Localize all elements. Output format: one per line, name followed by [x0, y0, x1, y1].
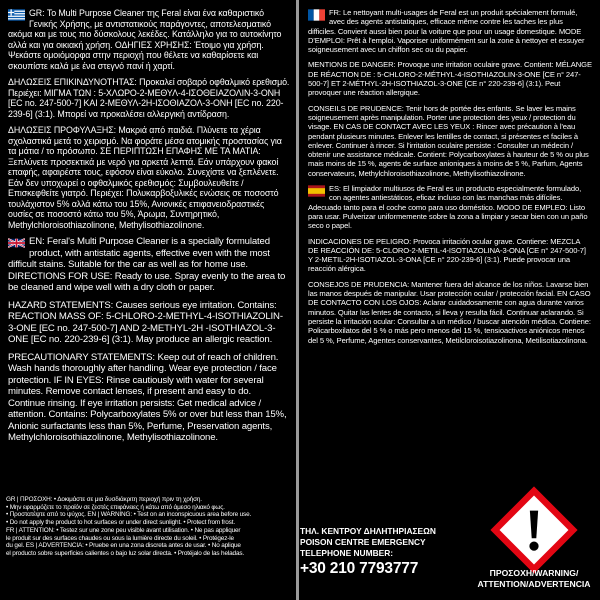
- signal-word: [470, 568, 598, 589]
- ghs-exclamation-icon: [488, 484, 580, 576]
- en-intro-text: EN: Feral's Multi Purpose Cleaner is a specially formulated product, with antistatic agents, effective even with the most difficult stains. Suitable for the car as well as for home use. DIRECTIONS FOR USE: Ready to use. Spray evenly to the area to be cleaned and wipe well with a dry cloth or paper.: [8, 236, 286, 293]
- warning-line: FR | ATTENTION: • Testez sur une zone peu visible avant utilisation. • Ne pas appliquer: [6, 526, 241, 534]
- signal-word-line-2: ATTENTION/ADVERTENCIA: [477, 578, 591, 589]
- es-section: [308, 184, 592, 230]
- poison-centre-phone: +30 210 7793777: [300, 560, 419, 577]
- en-section: [8, 236, 290, 294]
- fr-hazard-text: MENTIONS DE DANGER: Provoque une irritation oculaire grave. Contient: MÉLANGE DE RÉACTION DE : 5-CHLORO-2-MÉTHYL-4-ISOTHIAZOLIN-3-ONE [CE n° 247-500-7] ET 2-MÉTHYL-2H-ISOTHIAZOL-3-ONE [CE n° 220-239-6] (3:1). Peut provoquer une réaction allergique.: [308, 60, 592, 98]
- bottom-strip: [0, 492, 600, 600]
- french-flag-icon: [308, 9, 325, 21]
- left-column: [0, 0, 296, 490]
- en-precaution-text: PRECAUTIONARY STATEMENTS: Keep out of reach of children. Wash hands thoroughly after handling. Wear eye protection / face protection. IF IN EYES: Rinse cautiously with water for several minutes. Remove contact lenses, if present and easy to do. Continue rinsing. If eye irritation persists: Get medical advice / attention. Contains: Polycarboxylates 5% or over but less than 15%, Anionic surfactants less than 5%, Perfume, Preservation agents, Methylchloroisothiazolinone, Methylisothiazolinone.: [8, 351, 287, 443]
- warning-line: el producto sobre superficies calientes o bajo luz solar directa. • Protéjalo de las heladas.: [6, 549, 245, 557]
- poison-centre-gr: ΤΗΛ. ΚΕΝΤΡΟΥ ΔΗΛΗΤΗΡΙΑΣΕΩΝ: [300, 526, 436, 536]
- gr-intro-text: GR: Το Multi Purpose Cleaner της Feral είναι ένα καθαριστικό Γενικής Χρήσης, με αντιστατικούς παράγοντες, αποτελεσματικό ακόμα και με τους πιο δύσκολους λεκέδες. Κατάλληλο για το αυτοκίνητο αλλά και για οικιακή χρήση. ΟΔΗΓΙΕΣ ΧΡΗΣΗΣ: Έτοιμο για χρήση. Ψεκάστε ομοιόμορφα στην περιοχή που θέλετε να καθαρίσετε και σκουπίστε καλά με ένα στεγνό πανί ή χαρτί.: [8, 8, 282, 71]
- warning-line: GR | ΠΡΟΣΟΧΗ: • Δοκιμάστε σε μια δυσδιάκριτη περιοχή πριν τη χρήση.: [6, 496, 202, 503]
- warning-line: • Προστατέψτε από το ψύχος. EN | WARNING: • Test on an inconspicuous area before use.: [6, 511, 252, 519]
- warning-line: du gel. ES | ADVERTENCIA: • Pruebe en una zona discreta antes de usar. • No aplique: [6, 542, 241, 550]
- greek-flag-icon: [8, 9, 25, 21]
- poison-centre-label: [300, 526, 460, 559]
- spanish-flag-icon: [308, 185, 325, 197]
- warning-line: le produit sur des surfaces chaudes ou sous la lumière directe du soleil. • Protégez-le: [6, 534, 234, 542]
- es-precaution-text: CONSEJOS DE PRUDENCIA: Mantener fuera del alcance de los niños. Lavarse bien las manos después de manipular. Usar protección ocular / protección facial. EN CASO DE CONTACTO CON LOS OJOS: Aclarar cuidadosamente con agua durante varios minutos. Quitar las lentes de contacto, si lleva y resulta fácil. Continuar aclarando. Si persiste la irritación ocular: Consultar a un médico / buscar atención médica. Contiene: Policarboxilatos del 5 % o más pero menos del 15 %, tensioactivos aniónicos menos del 5 %, Perfume, Agentes conservantes, Metilcloroisotiazolinona, Metilisotiazolinona.: [308, 279, 591, 345]
- right-column: [300, 0, 600, 490]
- poison-centre-en: POISON CENTRE EMERGENCY: [300, 537, 426, 547]
- warning-notes: [6, 496, 294, 558]
- signal-word-line-1: ΠΡΟΣΟΧΗ/WARNING/: [489, 568, 579, 578]
- fr-section: [308, 8, 592, 54]
- es-intro-text: ES: El limpiador multiusos de Feral es un producto especialmente formulado, con agentes antiestáticos, eficaz incluso con las manchas más difíciles. Adecuado tanto para el coche como para uso doméstico. MODO DE EMPLEO: Listo para usar. Pulverizar uniformemente sobre la zona a limpiar y secar bien con un paño seco o papel.: [308, 184, 588, 231]
- es-hazard-text: INDICACIONES DE PELIGRO: Provoca irritación ocular grave. Contiene: MEZCLA DE REACCIÓN DE: 5-CLORO-2-METIL-4-ISOTIAZOLINA-3-ONA [CE n° 247-500-7] Y 2-METIL-2H-ISOTIAZOL-3-ONA [CE n° 220-239-6] (3:1). Puede provocar una reacción alérgica.: [308, 236, 586, 274]
- poison-centre-en-2: TELEPHONE NUMBER:: [300, 548, 394, 558]
- en-hazard-text: HAZARD STATEMENTS: Causes serious eye irritation. Contains: REACTION MASS OF: 5-CHLORO-2-METHYL-4-ISOTHIAZOLIN-3-ONE [EC no. 247-500-7] AND 2-METHYL-2H -ISOTHIAZOL-3-ONE [EC no. 220-239-6] (3:1). May produce an allergic reaction.: [8, 299, 283, 345]
- gr-section: [8, 8, 290, 71]
- warning-line: • Do not apply the product to hot surfaces or under direct sunlight. • Protect from frost.: [6, 519, 235, 527]
- fr-precaution-text: CONSEILS DE PRUDENCE: Tenir hors de portée des enfants. Se laver les mains soigneusement après manipulation. Porter une protection des yeux / protection du visage. EN CAS DE CONTACT AVEC LES YEUX : Rincer avec précaution à l'eau pendant plusieurs minutes. Enlever les lentilles de contact, si présentes et faciles à enlever. Continuer à rincer. Si l'irritation oculaire persiste : Consulter un médecin / obtenir une assistance médicale. Contient: Polycarboxylates à hauteur de 5 % ou plus mais moins de 15 %, agents de surface anioniques à moins de 5 %, Parfum, Agents conservateurs, Methylchloroisothiazolinone, Methylisothiazolinone.: [308, 103, 589, 178]
- warning-line: • Μην εφαρμόζετε το προϊόν σε ζεστές επιφάνειες ή κάτω από άμεσο ηλιακό φως.: [6, 503, 225, 511]
- gr-hazard-text: ΔΗΛΩΣΕΙΣ ΕΠΙΚΙΝΔΥΝΟΤΗΤΑΣ: Προκαλεί σοβαρό οφθαλμικό ερεθισμό. Περιέχει: ΜΙΓΜΑ ΤΩΝ : 5-ΧΛΩΡΟ-2-ΜΕΘΥΛ-4-ΙΣΟΘΕΙΑΖΟΛΙΝ-3-ΟΝΗ [EC no. 247-500-7] ΚΑΙ 2-ΜΕΘΥΛ-2Η-ΙΣΟΘΙΑΖΟΛ-3-ΟΝΗ [EC no. 220-239-6] (3:1). Μπορεί να προκαλέσει αλλεργική αντίδραση.: [8, 77, 290, 119]
- gr-precaution-text: ΔΗΛΩΣΕΙΣ ΠΡΟΦΥΛΑΞΗΣ: Μακριά από παιδιά. Πλύνετε τα χέρια σχολαστικά μετά το χειρισμό. Να φοράτε μέσα ατομικής προστασίας για τα μάτια / το πρόσωπο. ΣΕ ΠΕΡΙΠΤΩΣΗ ΕΠΑΦΗΣ ΜΕ ΤΑ ΜΑΤΙΑ: Ξεπλύνετε προσεκτικά με νερό για αρκετά λεπτά. Εάν υπάρχουν φακοί επαφής, αφαιρέστε τους, εφόσον είναι εύκολο. Συνεχίστε να ξεπλένετε. Εάν δεν υποχωρεί ο οφθαλμικός ερεθισμός: Συμβουλευθείτε / Επισκεφθείτε γιατρό. Περιέχει: Πολυκαρβοξυλικές ενώσεις σε ποσοστό τουλάχιστον 5% αλλά κάτω του 15%, Ανιονικές επιφανειοδραστικές ουσίες σε ποσοστό κάτω του 5%, Άρωμα, Συντηρητικό, Methylchloroisothiazolinone, Methylisothiazolinone.: [8, 125, 282, 230]
- fr-intro-text: FR: Le nettoyant multi-usages de Feral est un produit spécialement formulé, avec des agents antistatiques, efficace même contre les taches les plus difficiles. Convient aussi bien pour la voiture que pour un usage domestique. MODE D'EMPLOI: Prêt à l'emploi. Vaporiser uniformément sur la zone à nettoyer et essuyer soigneusement avec un chiffon sec ou du papier.: [308, 8, 585, 55]
- uk-flag-icon: [8, 237, 25, 249]
